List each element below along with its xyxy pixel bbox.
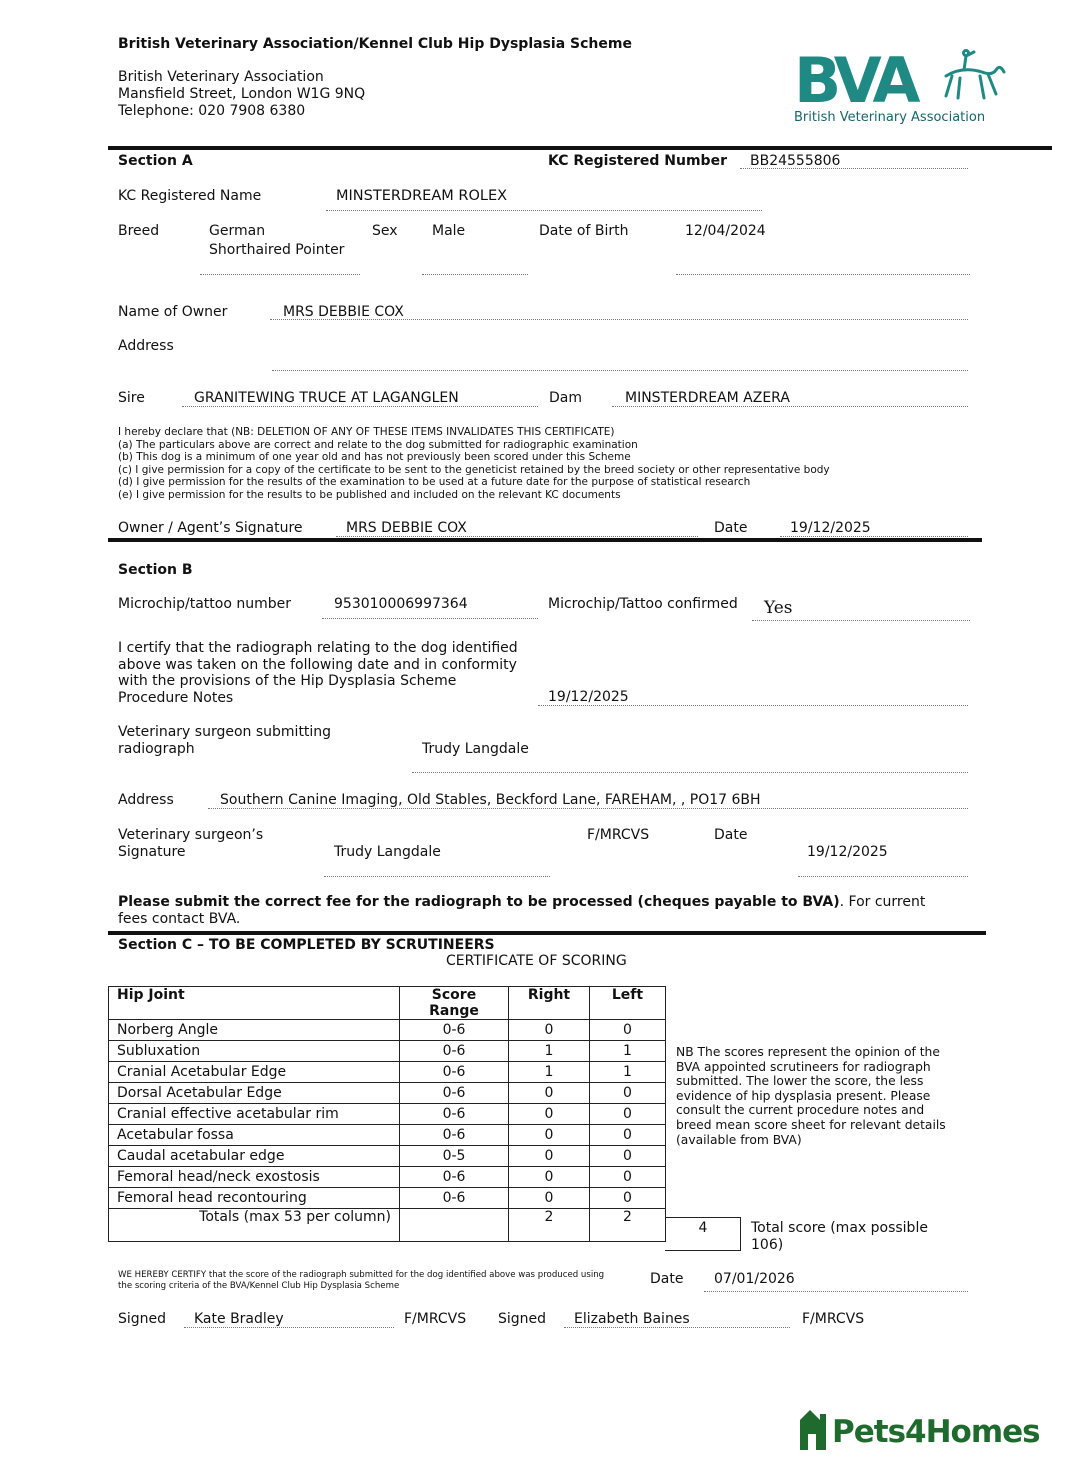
row-left-score: 0: [590, 1125, 666, 1146]
row-range: 0-6: [400, 1104, 509, 1125]
certify-line: with the provisions of the Hip Dysplasia Scheme: [118, 673, 457, 690]
vet-address-value[interactable]: Southern Canine Imaging, Old Stables, Beckford Lane, FAREHAM, , PO17 6BH: [220, 792, 761, 808]
kc-number-value[interactable]: BB24555806: [750, 153, 841, 169]
row-range: 0-6: [400, 1020, 509, 1041]
kc-number-label: KC Registered Number: [548, 153, 727, 169]
vet-signature-line: [324, 876, 550, 877]
scheme-title: British Veterinary Association/Kennel Club Hip Dysplasia Scheme: [118, 36, 632, 52]
row-right-score: 1: [509, 1062, 590, 1083]
table-row: [109, 1188, 666, 1209]
declaration-text: [118, 426, 830, 502]
row-right-score: 0: [509, 1167, 590, 1188]
microchip-confirmed-label: Microchip/Tattoo confirmed: [548, 596, 738, 612]
row-joint: Femoral head recontouring: [109, 1188, 400, 1209]
row-range: 0-5: [400, 1146, 509, 1167]
section-a-top-rule: [108, 146, 1052, 150]
row-joint: Acetabular fossa: [109, 1125, 400, 1146]
dob-line: [676, 274, 970, 275]
row-right-score: 0: [509, 1020, 590, 1041]
bva-logo-word: BVA: [794, 44, 916, 117]
scrutineer-1-fmrcvs: F/MRCVS: [404, 1311, 467, 1327]
nb-line: breed mean score sheet for relevant details: [676, 1117, 946, 1132]
sex-line: [422, 274, 528, 275]
row-left-score: 0: [590, 1167, 666, 1188]
microchip-label: Microchip/tattoo number: [118, 596, 292, 612]
org-name: British Veterinary Association: [118, 69, 324, 85]
row-joint: Cranial Acetabular Edge: [109, 1062, 400, 1083]
address-line: [272, 370, 968, 371]
bva-logo-subtitle: British Veterinary Association: [794, 110, 986, 125]
totals-label: Totals (max 53 per column): [109, 1209, 400, 1242]
org-street: Mansfield Street, London W1G 9NQ: [118, 86, 366, 102]
section-a-date-label: Date: [714, 520, 748, 536]
row-left-score: 1: [590, 1041, 666, 1062]
section-a-heading: Section A: [118, 153, 193, 169]
nb-note: [676, 1045, 946, 1147]
dam-line: [612, 406, 968, 407]
fee-notice-rest: . For current: [839, 894, 926, 910]
vet-signature-label-1: Veterinary surgeon’s: [118, 827, 264, 843]
address-label: Address: [118, 338, 174, 354]
fee-notice: [118, 894, 925, 928]
owner-label: Name of Owner: [118, 304, 228, 320]
total-score-label-1: Total score (max possible: [751, 1220, 928, 1236]
total-score-box: [665, 1217, 741, 1251]
microchip-confirmed-line: [752, 620, 970, 621]
breed-line: [200, 274, 360, 275]
declaration-line: (e) I give permission for the results to be published and included on the relevant KC documents: [118, 488, 621, 501]
vet-submitting-label-1: Veterinary surgeon submitting: [118, 724, 332, 740]
scoring-table: [108, 986, 666, 1242]
scrutineer-2-signature[interactable]: Elizabeth Baines: [574, 1311, 690, 1327]
nb-line: BVA appointed scrutineers for radiograph: [676, 1059, 931, 1074]
row-left-score: 0: [590, 1020, 666, 1041]
declaration-line: (c) I give permission for a copy of the certificate to be sent to the geneticist retained by the breed society or other representative body: [118, 463, 830, 476]
section-a-date-line: [780, 536, 968, 537]
col-score-range: [400, 987, 509, 1020]
horse-rider-icon: [926, 48, 1010, 108]
section-b-top-rule: [108, 538, 982, 542]
table-row: [109, 1167, 666, 1188]
breed-value-line2[interactable]: Shorthaired Pointer: [209, 242, 345, 258]
org-telephone: Telephone: 020 7908 6380: [118, 103, 306, 119]
table-row: [109, 1041, 666, 1062]
kc-name-line: [326, 210, 762, 211]
row-joint: Subluxation: [109, 1041, 400, 1062]
pets4homes-house-icon: [796, 1406, 830, 1450]
total-score-label-2: 106): [751, 1236, 784, 1253]
row-joint: Norberg Angle: [109, 1020, 400, 1041]
scrutineer-2-line: [564, 1327, 790, 1328]
col-left: Left: [590, 987, 666, 1020]
table-row: [109, 1104, 666, 1125]
vet-address-line: [208, 808, 968, 809]
row-range: 0-6: [400, 1188, 509, 1209]
row-right-score: 0: [509, 1125, 590, 1146]
section-c-top-rule: [108, 931, 986, 935]
vet-fmrcvs: F/MRCVS: [587, 827, 650, 843]
owner-value[interactable]: MRS DEBBIE COX: [283, 304, 404, 320]
nb-line: submitted. The lower the score, the less: [676, 1074, 924, 1089]
row-right-score: 0: [509, 1083, 590, 1104]
section-a-date-value[interactable]: 19/12/2025: [790, 520, 871, 536]
pets4homes-watermark: [796, 1404, 1040, 1454]
totals-row: [109, 1209, 666, 1242]
row-right-score: 0: [509, 1104, 590, 1125]
declaration-line: (d) I give permission for the results of the examination to be used at a future date for the purpose of statistical research: [118, 476, 751, 489]
sex-label: Sex: [372, 223, 398, 239]
row-left-score: 0: [590, 1146, 666, 1167]
signed-label-2: Signed: [498, 1311, 547, 1327]
col-score-range-line2: Range: [429, 1003, 479, 1019]
dam-label: Dam: [549, 390, 582, 406]
vet-address-label: Address: [118, 792, 174, 808]
total-left: 2: [590, 1209, 666, 1242]
microchip-line: [322, 618, 538, 619]
certify-text: [118, 640, 518, 707]
total-score-label: [751, 1220, 928, 1253]
section-c-date-label: Date: [650, 1271, 684, 1287]
declaration-line: (b) This dog is a minimum of one year old and has not previously been scored under this Scheme: [118, 451, 631, 464]
certify-line: above was taken on the following date and in conformity: [118, 656, 517, 673]
row-left-score: 1: [590, 1062, 666, 1083]
kc-name-value[interactable]: MINSTERDREAM ROLEX: [336, 188, 508, 204]
radiograph-date-line: [538, 705, 968, 706]
row-right-score: 0: [509, 1188, 590, 1209]
scoring-subheading: CERTIFICATE OF SCORING: [446, 953, 627, 969]
sire-label: Sire: [118, 390, 145, 406]
kc-number-line: [740, 168, 968, 169]
row-range: 0-6: [400, 1167, 509, 1188]
vet-submitting-line: [412, 772, 968, 773]
section-b-date-label: Date: [714, 827, 748, 843]
declaration-line: (a) The particulars above are correct and relate to the dog submitted for radiographic examination: [118, 438, 638, 451]
row-left-score: 0: [590, 1104, 666, 1125]
totals-range-empty: [400, 1209, 509, 1242]
scrutineer-1-signature[interactable]: Kate Bradley: [194, 1311, 284, 1327]
row-range: 0-6: [400, 1083, 509, 1104]
breed-label: Breed: [118, 223, 160, 239]
section-c-date-line: [704, 1291, 968, 1292]
sire-value[interactable]: GRANITEWING TRUCE AT LAGANGLEN: [194, 390, 459, 406]
section-b-heading: Section B: [118, 562, 193, 578]
scoring-table-header: [109, 987, 666, 1020]
vet-submitting-label-2: radiograph: [118, 741, 195, 757]
row-joint: Cranial effective acetabular rim: [109, 1104, 400, 1125]
row-range: 0-6: [400, 1041, 509, 1062]
row-joint: Dorsal Acetabular Edge: [109, 1083, 400, 1104]
dam-value[interactable]: MINSTERDREAM AZERA: [625, 390, 790, 406]
owner-signature-label: Owner / Agent’s Signature: [118, 520, 303, 536]
declaration-line: I hereby declare that (NB: DELETION OF ANY OF THESE ITEMS INVALIDATES THIS CERTIFICATE): [118, 426, 615, 438]
pets4homes-text: Pets4Homes: [832, 1414, 1040, 1450]
fee-notice-bold: Please submit the correct fee for the radiograph to be processed (cheques payable to BVA): [118, 894, 840, 910]
col-score-range-line1: Score: [431, 987, 477, 1003]
col-hip-joint: Hip Joint: [109, 987, 400, 1020]
radiograph-date-value[interactable]: 19/12/2025: [548, 689, 629, 705]
row-right-score: 0: [509, 1146, 590, 1167]
table-row: [109, 1083, 666, 1104]
section-b-date-line: [798, 876, 968, 877]
vet-submitting-value[interactable]: Trudy Langdale: [422, 741, 529, 757]
section-c-date-value[interactable]: 07/01/2026: [714, 1271, 795, 1287]
row-joint: Caudal acetabular edge: [109, 1146, 400, 1167]
signed-label-1: Signed: [118, 1311, 167, 1327]
table-row: [109, 1125, 666, 1146]
total-score-value: 4: [698, 1220, 708, 1236]
scrutineer-certify-line: the scoring criteria of the BVA/Kennel Club Hip Dysplasia Scheme: [118, 1281, 400, 1291]
vet-signature-label-2: Signature: [118, 844, 186, 860]
sire-line: [182, 406, 538, 407]
section-b-date-value[interactable]: 19/12/2025: [807, 844, 888, 860]
bva-logo: [794, 46, 1014, 128]
owner-signature-line: [336, 536, 698, 537]
scrutineer-2-fmrcvs: F/MRCVS: [802, 1311, 865, 1327]
table-row: [109, 1062, 666, 1083]
dob-value[interactable]: 12/04/2024: [685, 223, 766, 239]
scrutineer-certify-text: [118, 1270, 604, 1292]
certify-line: I certify that the radiograph relating to the dog identified: [118, 640, 518, 656]
row-range: 0-6: [400, 1125, 509, 1146]
nb-line: evidence of hip dysplasia present. Please: [676, 1088, 931, 1103]
table-row: [109, 1146, 666, 1167]
vet-signature-value[interactable]: Trudy Langdale: [334, 844, 441, 860]
col-right: Right: [509, 987, 590, 1020]
nb-line: NB The scores represent the opinion of the: [676, 1045, 940, 1059]
nb-line: (available from BVA): [676, 1132, 802, 1147]
owner-signature-value[interactable]: MRS DEBBIE COX: [346, 520, 467, 536]
sex-value[interactable]: Male: [432, 223, 466, 239]
section-c-heading: Section C – TO BE COMPLETED BY SCRUTINEERS: [118, 937, 495, 953]
certify-line: Procedure Notes: [118, 690, 234, 707]
scrutineer-certify-line: WE HEREBY CERTIFY that the score of the radiograph submitted for the dog identified above was produced using: [118, 1270, 605, 1280]
kc-name-label: KC Registered Name: [118, 188, 262, 204]
total-right: 2: [509, 1209, 590, 1242]
scrutineer-1-line: [184, 1327, 394, 1328]
nb-line: consult the current procedure notes and: [676, 1103, 925, 1118]
row-joint: Femoral head/neck exostosis: [109, 1167, 400, 1188]
row-left-score: 0: [590, 1188, 666, 1209]
microchip-value[interactable]: 953010006997364: [334, 596, 468, 612]
row-left-score: 0: [590, 1083, 666, 1104]
fee-notice-rest-2: fees contact BVA.: [118, 911, 241, 927]
table-row: [109, 1020, 666, 1041]
microchip-confirmed-value[interactable]: Yes: [764, 598, 793, 618]
owner-line: [270, 319, 968, 320]
dob-label: Date of Birth: [539, 223, 629, 239]
row-range: 0-6: [400, 1062, 509, 1083]
row-right-score: 1: [509, 1041, 590, 1062]
breed-value-line1[interactable]: German: [209, 223, 266, 239]
